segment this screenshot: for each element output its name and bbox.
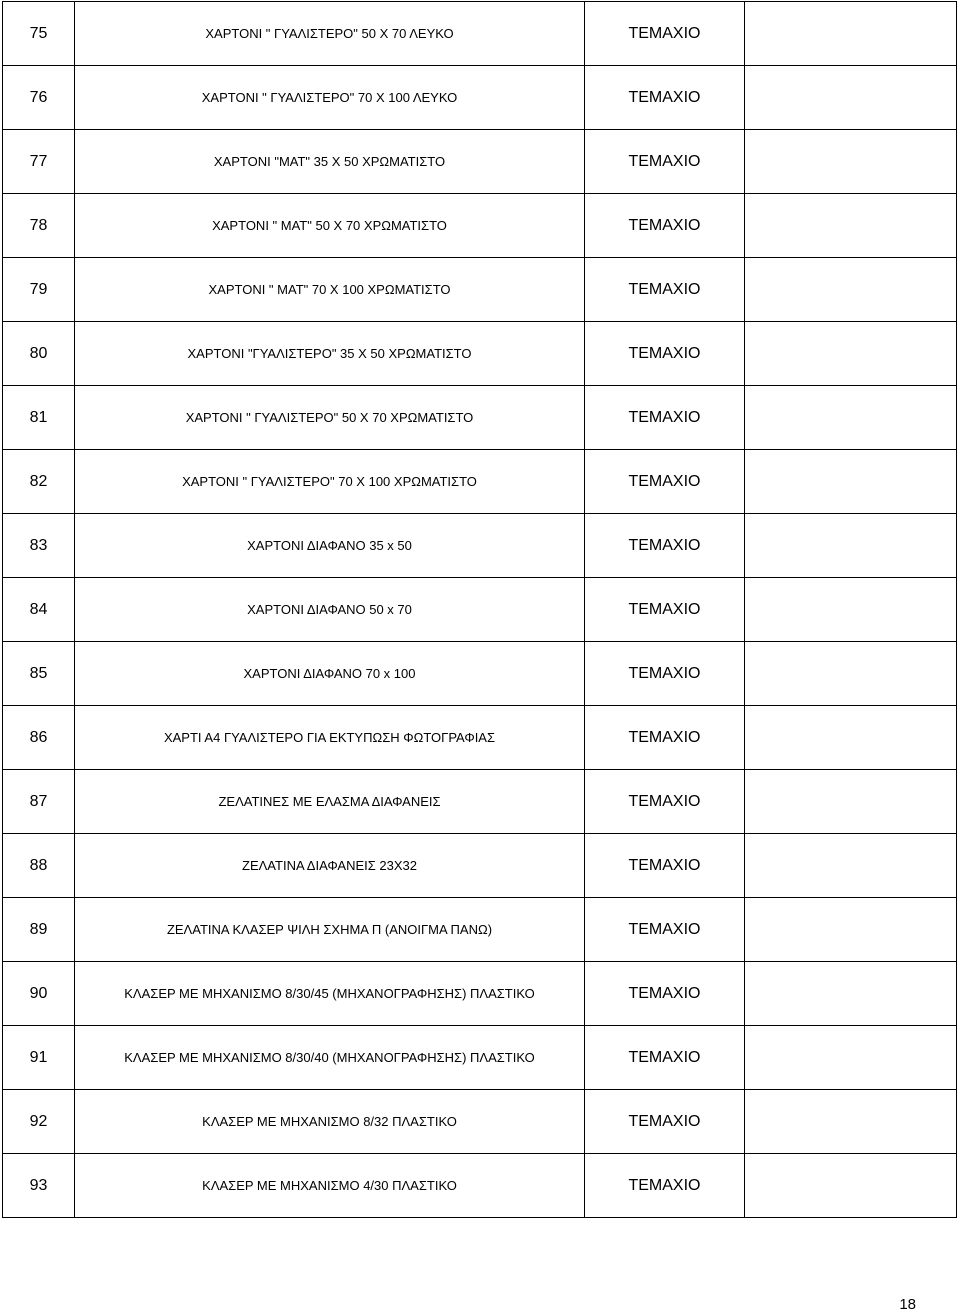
item-unit-cell: ΤΕΜΑΧΙΟ xyxy=(585,898,745,962)
item-unit-cell: ΤΕΜΑΧΙΟ xyxy=(585,706,745,770)
item-quantity-cell xyxy=(745,578,957,642)
table-row xyxy=(3,1026,957,1090)
item-quantity-cell xyxy=(745,834,957,898)
item-description-cell: ΧΑΡΤΟΝΙ ΔΙΑΦΑΝΟ 35 x 50 xyxy=(75,514,585,578)
item-number-cell: 76 xyxy=(3,66,75,130)
item-number-cell: 90 xyxy=(3,962,75,1026)
item-description-cell: ΧΑΡΤΟΝΙ " ΜΑΤ" 70 Χ 100 ΧΡΩΜΑΤΙΣΤΟ xyxy=(75,258,585,322)
item-description-cell: ΧΑΡΤΟΝΙ " ΜΑΤ" 50 Χ 70 ΧΡΩΜΑΤΙΣΤΟ xyxy=(75,194,585,258)
item-unit-cell: ΤΕΜΑΧΙΟ xyxy=(585,66,745,130)
table-row xyxy=(3,1090,957,1154)
item-unit-cell: ΤΕΜΑΧΙΟ xyxy=(585,386,745,450)
item-number-cell: 75 xyxy=(3,2,75,66)
item-description-cell: ΧΑΡΤΟΝΙ " ΓΥΑΛΙΣΤΕΡΟ" 50 Χ 70 ΧΡΩΜΑΤΙΣΤΟ xyxy=(75,386,585,450)
item-unit-cell: ΤΕΜΑΧΙΟ xyxy=(585,1090,745,1154)
item-quantity-cell xyxy=(745,386,957,450)
item-unit-cell: ΤΕΜΑΧΙΟ xyxy=(585,578,745,642)
item-quantity-cell xyxy=(745,130,957,194)
item-quantity-cell xyxy=(745,258,957,322)
item-unit-cell: ΤΕΜΑΧΙΟ xyxy=(585,322,745,386)
item-quantity-cell xyxy=(745,962,957,1026)
item-unit-cell: ΤΕΜΑΧΙΟ xyxy=(585,258,745,322)
item-number-cell: 80 xyxy=(3,322,75,386)
item-description-cell: ΖΕΛΑΤΙΝΕΣ ΜΕ ΕΛΑΣΜΑ ΔΙΑΦΑΝΕΙΣ xyxy=(75,770,585,834)
item-number-cell: 85 xyxy=(3,642,75,706)
item-quantity-cell xyxy=(745,706,957,770)
item-quantity-cell xyxy=(745,770,957,834)
item-number-cell: 86 xyxy=(3,706,75,770)
item-description-cell: ΚΛΑΣΕΡ ΜΕ ΜΗΧΑΝΙΣΜΟ 8/30/40 (ΜΗΧΑΝΟΓΡΑΦΗΣΗΣ) ΠΛΑΣΤΙΚΟ xyxy=(75,1026,585,1090)
item-unit-cell: ΤΕΜΑΧΙΟ xyxy=(585,962,745,1026)
item-quantity-cell xyxy=(745,1154,957,1218)
item-number-cell: 83 xyxy=(3,514,75,578)
item-number-cell: 91 xyxy=(3,1026,75,1090)
item-quantity-cell xyxy=(745,194,957,258)
item-number-cell: 89 xyxy=(3,898,75,962)
item-number-cell: 84 xyxy=(3,578,75,642)
item-number-cell: 77 xyxy=(3,130,75,194)
item-quantity-cell xyxy=(745,450,957,514)
item-description-cell: ΚΛΑΣΕΡ ΜΕ ΜΗΧΑΝΙΣΜΟ 4/30 ΠΛΑΣΤΙΚΟ xyxy=(75,1154,585,1218)
page-number: 18 xyxy=(899,1296,916,1313)
table-row xyxy=(3,770,957,834)
item-description-cell: ΖΕΛΑΤΙΝΑ ΔΙΑΦΑΝΕΙΣ 23Χ32 xyxy=(75,834,585,898)
table-row xyxy=(3,834,957,898)
item-number-cell: 92 xyxy=(3,1090,75,1154)
item-quantity-cell xyxy=(745,2,957,66)
item-unit-cell: ΤΕΜΑΧΙΟ xyxy=(585,1026,745,1090)
item-unit-cell: ΤΕΜΑΧΙΟ xyxy=(585,1154,745,1218)
table-row xyxy=(3,386,957,450)
item-unit-cell: ΤΕΜΑΧΙΟ xyxy=(585,194,745,258)
item-quantity-cell xyxy=(745,1026,957,1090)
item-number-cell: 78 xyxy=(3,194,75,258)
item-number-cell: 87 xyxy=(3,770,75,834)
item-quantity-cell xyxy=(745,1090,957,1154)
item-quantity-cell xyxy=(745,66,957,130)
item-unit-cell: ΤΕΜΑΧΙΟ xyxy=(585,130,745,194)
table-row xyxy=(3,706,957,770)
item-description-cell: ΧΑΡΤΟΝΙ "ΓΥΑΛΙΣΤΕΡΟ" 35 Χ 50 ΧΡΩΜΑΤΙΣΤΟ xyxy=(75,322,585,386)
item-description-cell: ΧΑΡΤΟΝΙ "ΜΑΤ" 35 Χ 50 ΧΡΩΜΑΤΙΣΤΟ xyxy=(75,130,585,194)
item-description-cell: ΧΑΡΤΟΝΙ ΔΙΑΦΑΝΟ 50 x 70 xyxy=(75,578,585,642)
item-quantity-cell xyxy=(745,898,957,962)
item-unit-cell: ΤΕΜΑΧΙΟ xyxy=(585,450,745,514)
item-description-cell: ΚΛΑΣΕΡ ΜΕ ΜΗΧΑΝΙΣΜΟ 8/32 ΠΛΑΣΤΙΚΟ xyxy=(75,1090,585,1154)
item-description-cell: ΧΑΡΤΙ Α4 ΓΥΑΛΙΣΤΕΡΟ ΓΙΑ ΕΚΤΥΠΩΣΗ ΦΩΤΟΓΡΑΦΙΑΣ xyxy=(75,706,585,770)
table-row xyxy=(3,898,957,962)
item-unit-cell: ΤΕΜΑΧΙΟ xyxy=(585,514,745,578)
table-row xyxy=(3,130,957,194)
item-unit-cell: ΤΕΜΑΧΙΟ xyxy=(585,770,745,834)
table-row xyxy=(3,66,957,130)
items-table xyxy=(2,1,957,1218)
table-row xyxy=(3,322,957,386)
table-row xyxy=(3,2,957,66)
item-number-cell: 82 xyxy=(3,450,75,514)
table-row xyxy=(3,578,957,642)
item-number-cell: 79 xyxy=(3,258,75,322)
table-row xyxy=(3,514,957,578)
table-row xyxy=(3,258,957,322)
item-number-cell: 81 xyxy=(3,386,75,450)
item-description-cell: ΖΕΛΑΤΙΝΑ ΚΛΑΣΕΡ ΨΙΛΗ ΣΧΗΜΑ Π (ΑΝΟΙΓΜΑ ΠΑΝΩ) xyxy=(75,898,585,962)
table-row xyxy=(3,450,957,514)
table-row xyxy=(3,1154,957,1218)
item-description-cell: ΧΑΡΤΟΝΙ " ΓΥΑΛΙΣΤΕΡΟ" 70 Χ 100 ΛΕΥΚΟ xyxy=(75,66,585,130)
item-description-cell: ΧΑΡΤΟΝΙ " ΓΥΑΛΙΣΤΕΡΟ" 50 Χ 70 ΛΕΥΚΟ xyxy=(75,2,585,66)
item-unit-cell: ΤΕΜΑΧΙΟ xyxy=(585,834,745,898)
table-row xyxy=(3,642,957,706)
item-unit-cell: ΤΕΜΑΧΙΟ xyxy=(585,2,745,66)
item-description-cell: ΧΑΡΤΟΝΙ ΔΙΑΦΑΝΟ 70 x 100 xyxy=(75,642,585,706)
items-table-body xyxy=(3,2,957,1218)
item-quantity-cell xyxy=(745,322,957,386)
item-quantity-cell xyxy=(745,642,957,706)
item-description-cell: ΚΛΑΣΕΡ ΜΕ ΜΗΧΑΝΙΣΜΟ 8/30/45 (ΜΗΧΑΝΟΓΡΑΦΗΣΗΣ) ΠΛΑΣΤΙΚΟ xyxy=(75,962,585,1026)
table-row xyxy=(3,962,957,1026)
item-number-cell: 88 xyxy=(3,834,75,898)
item-unit-cell: ΤΕΜΑΧΙΟ xyxy=(585,642,745,706)
item-description-cell: ΧΑΡΤΟΝΙ " ΓΥΑΛΙΣΤΕΡΟ" 70 Χ 100 ΧΡΩΜΑΤΙΣΤΟ xyxy=(75,450,585,514)
table-row xyxy=(3,194,957,258)
item-quantity-cell xyxy=(745,514,957,578)
item-number-cell: 93 xyxy=(3,1154,75,1218)
